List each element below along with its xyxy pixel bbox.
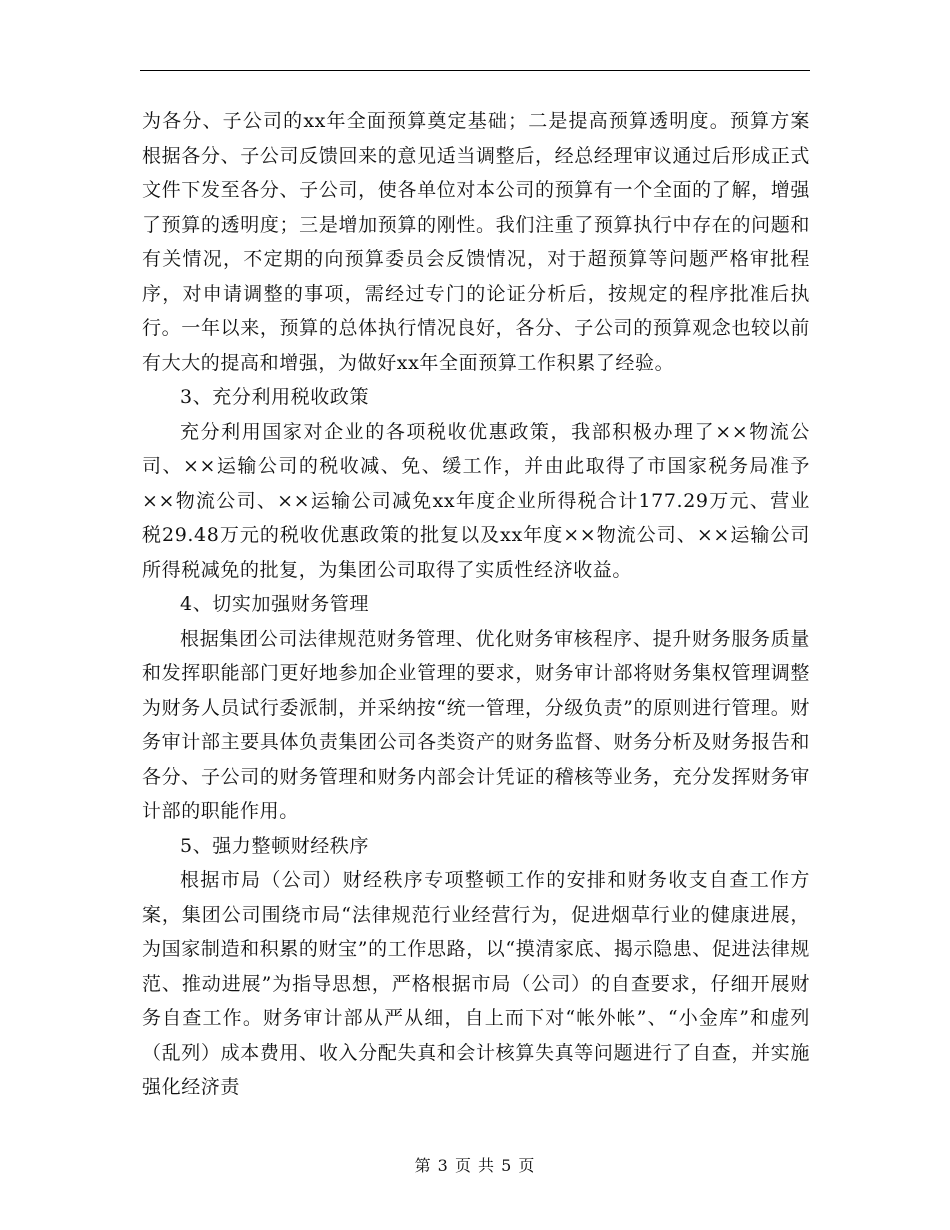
paragraph-financial-order: 根据市局（公司）财经秩序专项整顿工作的安排和财务收支自查工作方案，集团公司围绕市局“法律规范行业经营行为，促进烟草行业的健康进展，为国家制造和积累的财宝”的工作思路，以“摸清家底、揭示隐患、促进法律规范、推动进展”为指导思想，严格根据市局（公司）的自查要求，仔细开展财务自查工作。财务审计部从严从细，自上而下对“帐外帐”、“小金库”和虚列（乱列）成本费用、收入分配失真和会计核算失真等问题进行了自查，并实施强化经济责 [142, 869, 810, 1098]
heading-financial-order: 5、强力整顿财经秩序 [180, 834, 370, 857]
heading-tax-policy: 3、充分利用税收政策 [180, 386, 370, 408]
document-body [142, 104, 810, 1105]
heading-financial-management: 4、切实加强财务管理 [180, 593, 370, 615]
header-rule [140, 70, 810, 71]
page-number-footer: 第 3 页 共 5 页 [414, 1156, 536, 1175]
paragraph-budget-continuation: 为各分、子公司的xx年全面预算奠定基础；二是提高预算透明度。预算方案根据各分、子公司反馈回来的意见适当调整后，经总经理审议通过后形成正式文件下发至各分、子公司，使各单位对本公司的预算有一个全面的了解，增强了预算的透明度；三是增加预算的刚性。我们注重了预算执行中存在的问题和有关情况，不定期的向预算委员会反馈情况，对于超预算等问题严格审批程序，对申请调整的事项，需经过专门的论证分析后，按规定的程序批准后执行。一年以来，预算的总体执行情况良好，各分、子公司的预算观念也较以前有大大的提高和增强，为做好xx年全面预算工作积累了经验。 [142, 110, 810, 374]
paragraph-financial-management: 根据集团公司法律规范财务管理、优化财务审核程序、提升财务服务质量和发挥职能部门更好地参加企业管理的要求，财务审计部将财务集权管理调整为财务人员试行委派制，并采纳按“统一管理，分级负责”的原则进行管理。财务审计部主要具体负责集团公司各类资产的财务监督、财务分析及财务报告和各分、子公司的财务管理和财务内部会计凭证的稽核等业务，充分发挥财务审计部的职能作用。 [142, 627, 810, 822]
paragraph-tax-policy: 充分利用国家对企业的各项税收优惠政策，我部积极办理了××物流公司、××运输公司的税收减、免、缓工作，并由此取得了市国家税务局准予××物流公司、××运输公司减免xx年度企业所得税合计177.29万元、营业税29.48万元的税收优惠政策的批复以及xx年度××物流公司、××运输公司所得税减免的批复，为集团公司取得了实质性经济收益。 [142, 420, 810, 581]
